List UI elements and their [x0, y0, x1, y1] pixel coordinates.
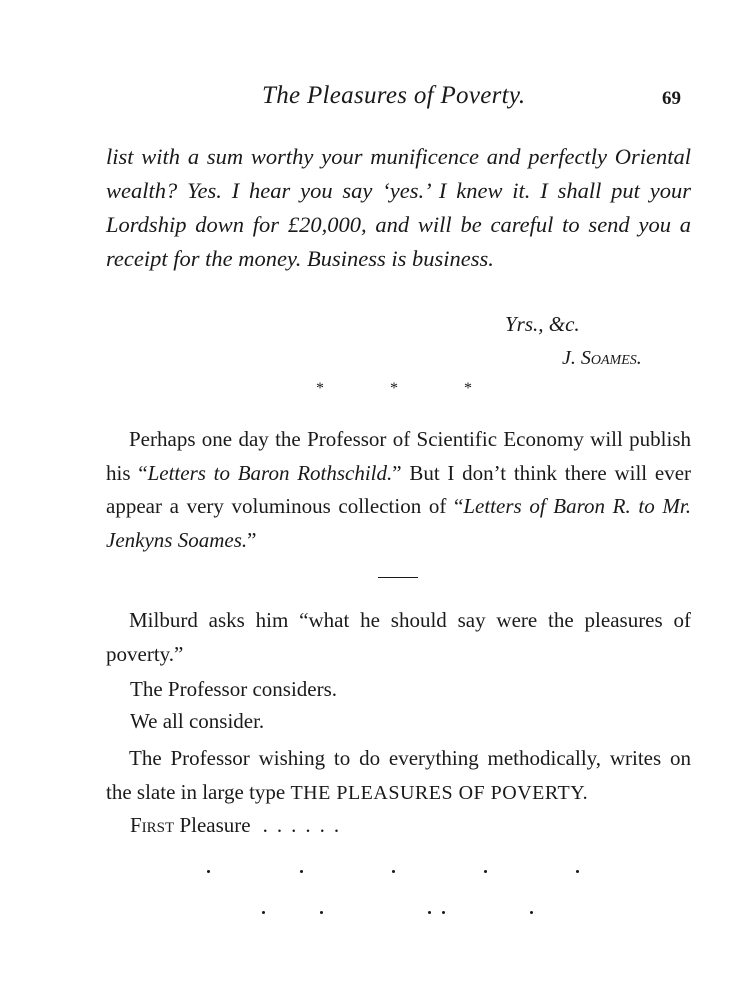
signature-initial: J. [562, 347, 576, 369]
pleasure-label: Pleasure [174, 813, 251, 837]
blank-dot [262, 911, 265, 914]
letter-signature [562, 347, 642, 370]
blank-dot [428, 911, 431, 914]
paragraph-end: ” [247, 527, 257, 552]
blank-dot [392, 870, 395, 873]
blank-dot [442, 911, 445, 914]
blank-dot [576, 870, 579, 873]
line-we-all-consider: We all consider. [130, 709, 265, 733]
paragraph-lead: Perhaps one day the Professor of Scientific Economy will publish his “ [106, 427, 691, 485]
letter-body: list with a sum worthy your munificence and perfectly Oriental wealth? Yes. I hear you say ‘yes.’ I knew it. I shall put your Lordship down for £20,000, and will be careful to send you a receipt for the money. Business is business. [106, 144, 691, 271]
blank-dot [207, 870, 210, 873]
section-divider-rule [378, 577, 418, 578]
line-professor-considers: The Professor considers. [130, 677, 338, 701]
paragraph-methodically-text: The Professor wishing to do everything methodically, writes on the slate in large type [106, 746, 691, 804]
paragraph-rothschild [106, 423, 691, 557]
paragraph-milburd [106, 604, 691, 671]
asterism-separator: * * * [316, 380, 472, 397]
slate-caption: THE PLEASURES OF POVERTY. [290, 781, 589, 804]
paragraph-milburd-text: Milburd asks him “what he should say were the pleasures of poverty.” [106, 608, 691, 666]
signature-name: Soames. [580, 347, 642, 369]
running-head-title: The Pleasures of Poverty. [262, 82, 526, 109]
first-label: First [130, 813, 175, 837]
letter-closing: Yrs., &c. [505, 312, 580, 336]
paragraph-methodically [106, 742, 691, 810]
blank-dot [530, 911, 533, 914]
paragraph-middle: ” But I don’t think there will ever appear a very voluminous collection of “ [106, 460, 692, 518]
blank-dot [484, 870, 487, 873]
blank-dot [320, 911, 323, 914]
blank-dot [300, 870, 303, 873]
book-title-letters-to-baron: Letters to Baron Rothschild. [147, 460, 393, 485]
leader-dots: ...... [262, 813, 349, 837]
page-number: 69 [662, 88, 681, 109]
line-first-pleasure [130, 813, 348, 838]
book-title-letters-of-baron: Letters of Baron R. to Mr. Jenkyns Soames. [106, 494, 691, 552]
